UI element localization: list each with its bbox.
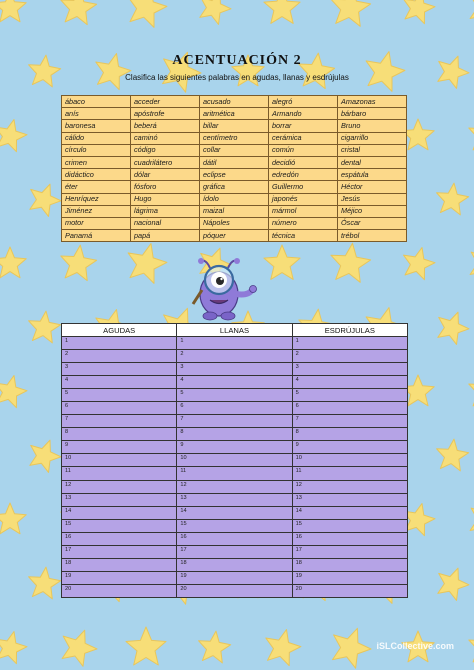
- answer-cell[interactable]: 15: [177, 519, 292, 532]
- word-row: [62, 217, 407, 229]
- word-cell: caminó: [131, 132, 200, 144]
- word-cell: éter: [62, 181, 131, 193]
- answer-cell[interactable]: 12: [62, 480, 177, 493]
- answer-cell[interactable]: 20: [177, 584, 292, 597]
- answer-row: [62, 467, 408, 480]
- answer-cell[interactable]: 3: [62, 363, 177, 376]
- column-header-llanas: LLANAS: [177, 324, 292, 337]
- word-cell: Guillermo: [269, 181, 338, 193]
- answer-cell[interactable]: 20: [292, 584, 407, 597]
- answer-row: [62, 376, 408, 389]
- answer-cell[interactable]: 4: [292, 376, 407, 389]
- word-cell: Méjico: [338, 205, 407, 217]
- answer-cell[interactable]: 6: [177, 402, 292, 415]
- answer-cell[interactable]: 4: [62, 376, 177, 389]
- word-cell: Nápoles: [200, 217, 269, 229]
- answer-row: [62, 454, 408, 467]
- answer-row: [62, 428, 408, 441]
- word-cell: anís: [62, 108, 131, 120]
- word-row: [62, 96, 407, 108]
- answer-row: [62, 506, 408, 519]
- word-cell: Amazonas: [338, 96, 407, 108]
- word-row: [62, 205, 407, 217]
- answer-cell[interactable]: 15: [292, 519, 407, 532]
- word-cell: espátula: [338, 169, 407, 181]
- answer-cell[interactable]: 17: [292, 545, 407, 558]
- word-row: [62, 169, 407, 181]
- answer-cell[interactable]: 16: [62, 532, 177, 545]
- magnifying-monster-icon: [188, 256, 260, 322]
- word-cell: dólar: [131, 169, 200, 181]
- answer-row: [62, 441, 408, 454]
- answer-row: [62, 519, 408, 532]
- answer-cell[interactable]: 12: [177, 480, 292, 493]
- word-cell: ídolo: [200, 193, 269, 205]
- word-cell: trébol: [338, 230, 407, 242]
- answer-cell[interactable]: 8: [177, 428, 292, 441]
- footer-watermark: iSLCollective.com: [376, 641, 454, 651]
- answer-cell[interactable]: 20: [62, 584, 177, 597]
- answer-cell[interactable]: 10: [62, 454, 177, 467]
- word-cell: beberá: [131, 120, 200, 132]
- word-cell: póquer: [200, 230, 269, 242]
- word-cell: aritmética: [200, 108, 269, 120]
- page-title: ACENTUACIÓN 2: [172, 53, 302, 68]
- answer-cell[interactable]: 13: [292, 493, 407, 506]
- word-cell: apóstrofe: [131, 108, 200, 120]
- word-cell: collar: [200, 144, 269, 156]
- word-cell: cigarrillo: [338, 132, 407, 144]
- word-cell: japonés: [269, 193, 338, 205]
- word-cell: edredón: [269, 169, 338, 181]
- answer-cell[interactable]: 11: [177, 467, 292, 480]
- answer-cell[interactable]: 7: [292, 415, 407, 428]
- classification-table: [61, 323, 408, 598]
- word-cell: Henríquez: [62, 193, 131, 205]
- answer-row: [62, 493, 408, 506]
- answer-cell[interactable]: 7: [177, 415, 292, 428]
- word-cell: Héctor: [338, 181, 407, 193]
- word-cell: Panamá: [62, 230, 131, 242]
- word-cell: fósforo: [131, 181, 200, 193]
- word-cell: cuadrilátero: [131, 156, 200, 168]
- word-cell: cerámica: [269, 132, 338, 144]
- answer-cell[interactable]: 10: [292, 454, 407, 467]
- answer-row: [62, 363, 408, 376]
- answer-cell[interactable]: 4: [177, 376, 292, 389]
- answer-row: [62, 571, 408, 584]
- word-cell: papá: [131, 230, 200, 242]
- answer-row: [62, 402, 408, 415]
- word-row: [62, 156, 407, 168]
- word-row: [62, 230, 407, 242]
- word-cell: baronesa: [62, 120, 131, 132]
- answer-cell[interactable]: 18: [62, 558, 177, 571]
- answer-cell[interactable]: 5: [292, 389, 407, 402]
- word-cell: acceder: [131, 96, 200, 108]
- answer-cell[interactable]: 19: [292, 571, 407, 584]
- word-cell: número: [269, 217, 338, 229]
- answer-cell[interactable]: 5: [177, 389, 292, 402]
- answer-row: [62, 584, 408, 597]
- word-table: [61, 95, 407, 242]
- answer-cell[interactable]: 8: [62, 428, 177, 441]
- word-cell: Jesús: [338, 193, 407, 205]
- answer-cell[interactable]: 13: [177, 493, 292, 506]
- answer-cell[interactable]: 9: [177, 441, 292, 454]
- word-cell: billar: [200, 120, 269, 132]
- word-cell: alegró: [269, 96, 338, 108]
- answer-cell[interactable]: 14: [177, 506, 292, 519]
- answer-cell[interactable]: 11: [62, 467, 177, 480]
- answer-cell[interactable]: 17: [177, 545, 292, 558]
- answer-cell[interactable]: 3: [292, 363, 407, 376]
- word-cell: decidió: [269, 156, 338, 168]
- word-cell: Hugo: [131, 193, 200, 205]
- answer-row: [62, 415, 408, 428]
- answer-cell[interactable]: 12: [292, 480, 407, 493]
- answer-cell[interactable]: 2: [62, 350, 177, 363]
- word-cell: ábaco: [62, 96, 131, 108]
- answer-cell[interactable]: 14: [292, 506, 407, 519]
- word-row: [62, 108, 407, 120]
- answer-cell[interactable]: 19: [62, 571, 177, 584]
- word-cell: cristal: [338, 144, 407, 156]
- word-cell: crimen: [62, 156, 131, 168]
- answer-cell[interactable]: 19: [177, 571, 292, 584]
- word-row: [62, 120, 407, 132]
- word-cell: Armando: [269, 108, 338, 120]
- word-cell: borrar: [269, 120, 338, 132]
- word-cell: dental: [338, 156, 407, 168]
- word-cell: maizal: [200, 205, 269, 217]
- word-cell: dátil: [200, 156, 269, 168]
- answer-cell[interactable]: 5: [62, 389, 177, 402]
- word-cell: común: [269, 144, 338, 156]
- answer-cell[interactable]: 8: [292, 428, 407, 441]
- word-cell: Bruno: [338, 120, 407, 132]
- answer-cell[interactable]: 9: [292, 441, 407, 454]
- answer-cell[interactable]: 13: [62, 493, 177, 506]
- answer-cell[interactable]: 2: [292, 350, 407, 363]
- answer-cell[interactable]: 16: [177, 532, 292, 545]
- answer-cell[interactable]: 17: [62, 545, 177, 558]
- answer-cell[interactable]: 3: [177, 363, 292, 376]
- word-cell: bárbaro: [338, 108, 407, 120]
- word-cell: motor: [62, 217, 131, 229]
- answer-cell[interactable]: 1: [292, 337, 407, 350]
- word-cell: código: [131, 144, 200, 156]
- answer-cell[interactable]: 6: [62, 402, 177, 415]
- word-cell: eclipse: [200, 169, 269, 181]
- answer-row: [62, 545, 408, 558]
- word-cell: mármol: [269, 205, 338, 217]
- word-cell: cálido: [62, 132, 131, 144]
- word-cell: Jiménez: [62, 205, 131, 217]
- word-cell: gráfica: [200, 181, 269, 193]
- answer-row: [62, 480, 408, 493]
- answer-row: [62, 389, 408, 402]
- column-header-esdrujulas: ESDRÚJULAS: [292, 324, 407, 337]
- answer-cell[interactable]: 7: [62, 415, 177, 428]
- word-cell: técnica: [269, 230, 338, 242]
- answer-row: [62, 337, 408, 350]
- word-cell: Óscar: [338, 217, 407, 229]
- answer-row: [62, 558, 408, 571]
- word-cell: lágrima: [131, 205, 200, 217]
- answer-cell[interactable]: 1: [177, 337, 292, 350]
- instruction-text: Clasifica las siguientes palabras en agudas, llanas y esdrújulas: [125, 73, 349, 82]
- answer-cell[interactable]: 10: [177, 454, 292, 467]
- word-row: [62, 144, 407, 156]
- answer-row: [62, 350, 408, 363]
- answer-cell[interactable]: 18: [292, 558, 407, 571]
- column-header-agudas: AGUDAS: [62, 324, 177, 337]
- answer-cell[interactable]: 16: [292, 532, 407, 545]
- answer-row: [62, 532, 408, 545]
- word-row: [62, 181, 407, 193]
- word-cell: acusado: [200, 96, 269, 108]
- word-cell: centímetro: [200, 132, 269, 144]
- answer-cell[interactable]: 14: [62, 506, 177, 519]
- word-cell: círculo: [62, 144, 131, 156]
- word-row: [62, 132, 407, 144]
- word-row: [62, 193, 407, 205]
- answer-cell[interactable]: 18: [177, 558, 292, 571]
- answer-cell[interactable]: 9: [62, 441, 177, 454]
- answer-cell[interactable]: 2: [177, 350, 292, 363]
- answer-cell[interactable]: 6: [292, 402, 407, 415]
- answer-cell[interactable]: 15: [62, 519, 177, 532]
- word-cell: nacional: [131, 217, 200, 229]
- answer-cell[interactable]: 11: [292, 467, 407, 480]
- word-cell: didáctico: [62, 169, 131, 181]
- answer-cell[interactable]: 1: [62, 337, 177, 350]
